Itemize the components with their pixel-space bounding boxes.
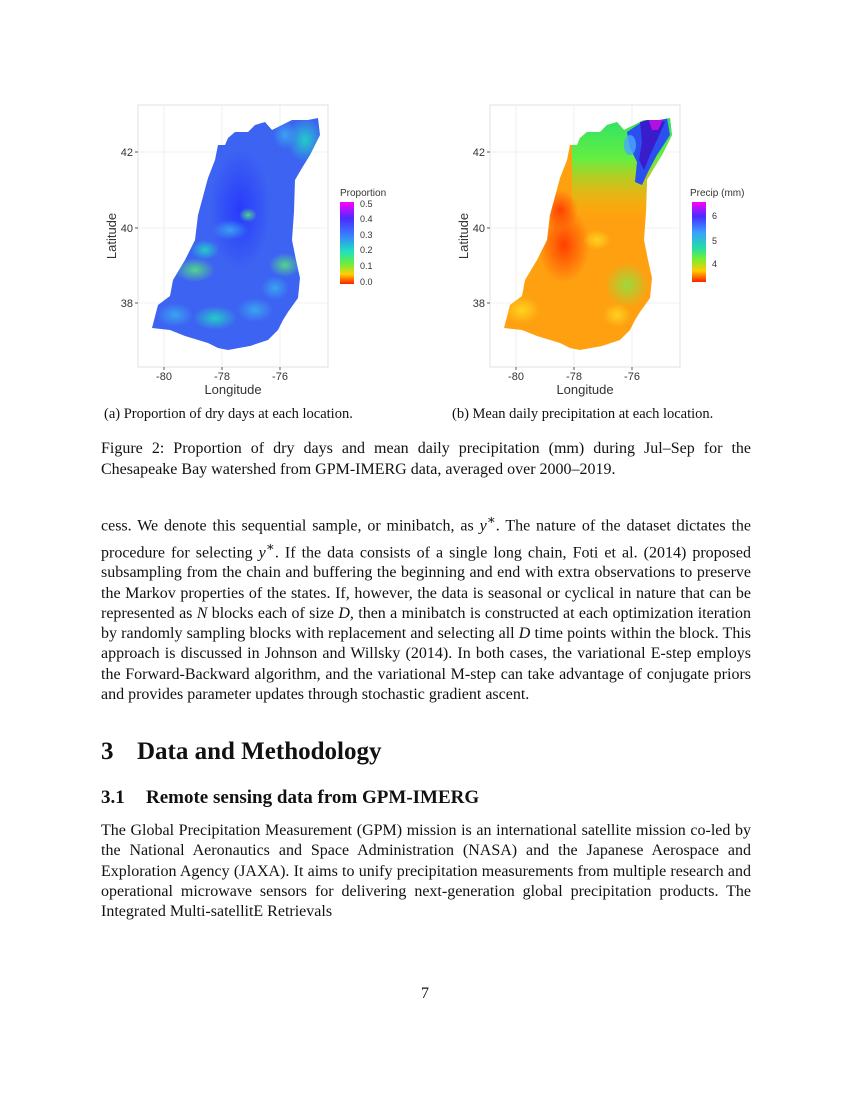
math-superscript: ∗ [486, 512, 496, 527]
legend-tick: 0.0 [360, 277, 373, 287]
text-run: cess. We denote this sequential sample, or minibatch, as [101, 517, 480, 535]
y-tick-label: 40 [120, 223, 133, 235]
legend-tick: 0.3 [360, 230, 373, 240]
figure-panel-a [100, 100, 400, 400]
legend-tick: 6 [712, 211, 718, 221]
y-axis-label: Latitude [104, 212, 119, 260]
x-tick-label: -76 [272, 371, 288, 383]
text-run: . The nature of the dataset dictates the procedure for selecting [101, 517, 751, 561]
section-title: Data and Methodology [137, 738, 382, 765]
subsection-number: 3.1 [101, 787, 125, 808]
x-tick-label: -80 [508, 371, 524, 383]
text-run: time points within the block. This approach is discussed in Johnson and Willsky (2014). In both cases, the variational E-step employs the Forward-Backward algorithm, and the variational M-step can take advantage of conjugate priors and provides parameter updates through stochastic gradient ascent. [101, 625, 751, 704]
legend-tick: 0.4 [360, 214, 373, 224]
x-tick-label: -78 [566, 371, 582, 383]
legend-title: Proportion [340, 188, 387, 199]
math-variable: D [518, 625, 531, 643]
subsection-title: Remote sensing data from GPM-IMERG [146, 787, 480, 808]
text-run: , then a minibatch is constructed at each optimization iteration by randomly sampling blocks with replacement and selecting all [101, 604, 752, 643]
legend-tick: 5 [712, 236, 718, 246]
text-run: blocks each of size [207, 604, 339, 622]
legend-colorbar [692, 202, 706, 282]
math-variable: y [479, 517, 487, 535]
precip-map [452, 100, 752, 400]
math-variable: D [338, 604, 350, 622]
y-tick-label: 38 [120, 298, 133, 310]
figure-panel-b [452, 100, 752, 400]
y-axis-label: Latitude [456, 212, 471, 260]
legend-tick: 0.1 [360, 261, 373, 271]
math-variable: y [258, 543, 266, 561]
x-tick-label: -76 [624, 371, 640, 383]
section-heading [101, 738, 381, 766]
x-tick-label: -80 [156, 371, 172, 383]
x-axis-label: Longitude [204, 382, 262, 397]
subcaption-a: (a) Proportion of dry days at each location. [104, 406, 353, 422]
legend-tick: 0.2 [360, 245, 373, 255]
figure-caption: Figure 2: Proportion of dry days and mean daily precipitation (mm) during Jul–Sep for the Chesapeake Bay watershed from GPM-IMERG data, averaged over 2000–2019. [101, 440, 751, 478]
page-number: 7 [421, 985, 429, 1002]
y-tick-label: 38 [472, 298, 485, 310]
section-number: 3 [101, 738, 114, 765]
subcaption-b: (b) Mean daily precipitation at each location. [452, 406, 714, 422]
legend-tick: 4 [712, 259, 718, 269]
subsection-heading [101, 787, 479, 809]
text-run: . If the data consists of a single long chain, Foti et al. (2014) proposed subsampling from the chain and buffering the beginning and end with extra observations to preserve the Markov properties of the states. If, however, the data is seasonal or cyclical in nature that can be represented as [101, 543, 751, 622]
y-tick-label: 42 [120, 147, 133, 159]
legend-title: Precip (mm) [690, 188, 745, 199]
math-superscript: ∗ [265, 538, 275, 554]
body-paragraph [101, 510, 751, 705]
y-tick-label: 42 [472, 147, 485, 159]
legend-tick: 0.5 [360, 199, 373, 209]
dry-days-map [100, 100, 400, 400]
legend-colorbar [340, 202, 354, 284]
x-tick-label: -78 [214, 371, 230, 383]
subsection-paragraph: The Global Precipitation Measurement (GPM) mission is an international satellite mission co-led by the National Aeronautics and Space Administration (NASA) and the Japanese Aerospace and Exploration Agency (JAXA). It aims to unify precipitation measurements from multiple research and operational microwave sensors for delivering next-generation global precipitation products. The Integrated Multi-satellitE Retrievals [101, 822, 751, 921]
y-tick-label: 40 [472, 223, 485, 235]
x-axis-label: Longitude [556, 382, 614, 397]
math-variable: N [196, 604, 208, 622]
